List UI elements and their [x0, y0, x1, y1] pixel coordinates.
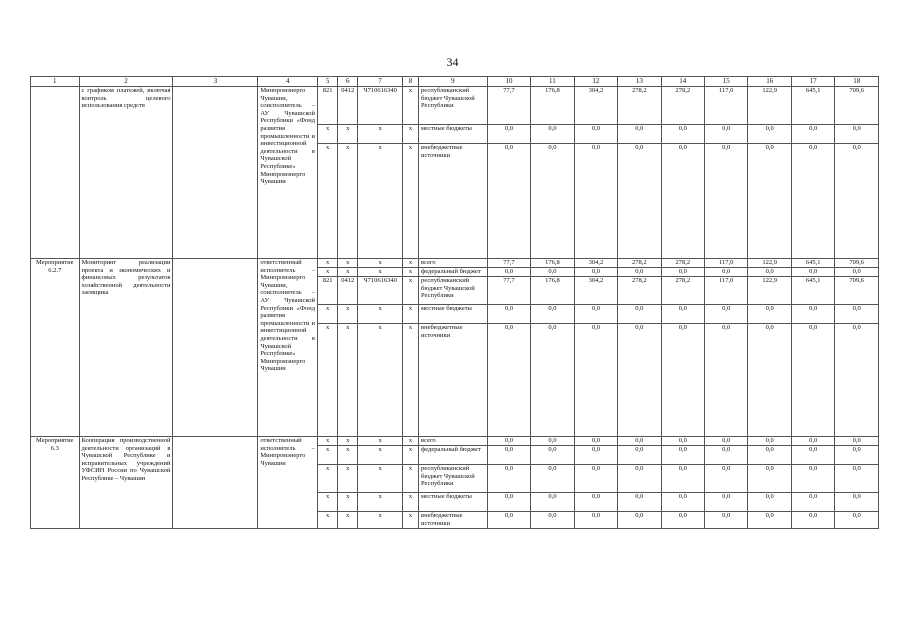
indicator-cell: [173, 259, 258, 437]
amount-cell: 0,0: [661, 305, 704, 324]
amount-cell: 0,0: [487, 144, 530, 259]
amount-cell: 0,0: [574, 144, 617, 259]
executor-cell: ответственный исполнитель – Минпромэнерго Чувашии: [258, 437, 318, 529]
header-cell: 9: [419, 77, 488, 87]
target-article-cell: х: [358, 324, 402, 437]
amount-cell: 0,0: [574, 493, 617, 512]
amount-cell: 0,0: [748, 465, 791, 493]
header-cell: 8: [402, 77, 418, 87]
amount-cell: 0,0: [705, 465, 748, 493]
expense-type-cell: х: [402, 437, 418, 446]
amount-cell: 0,0: [661, 437, 704, 446]
amount-cell: 0,0: [531, 493, 574, 512]
funding-source-cell: республиканский бюджет Чувашской Республики: [419, 87, 488, 125]
section-code-cell: х: [338, 437, 358, 446]
amount-cell: 0,0: [661, 144, 704, 259]
event-name-cell: с графиком платежей, включая контроль целевого использования средств: [79, 87, 173, 259]
grbs-code-cell: х: [318, 437, 338, 446]
amount-cell: 0,0: [487, 125, 530, 144]
header-cell: 2: [79, 77, 173, 87]
amount-cell: 0,0: [835, 305, 879, 324]
amount-cell: 0,0: [791, 493, 834, 512]
funding-source-cell: местные бюджеты: [419, 305, 488, 324]
amount-cell: 0,0: [748, 437, 791, 446]
amount-cell: 0,0: [791, 465, 834, 493]
amount-cell: 0,0: [835, 125, 879, 144]
amount-cell: 0,0: [574, 125, 617, 144]
amount-cell: 0,0: [661, 125, 704, 144]
amount-cell: 77,7: [487, 259, 530, 268]
section-code-cell: х: [338, 493, 358, 512]
amount-cell: 0,0: [705, 144, 748, 259]
header-cell: 6: [338, 77, 358, 87]
amount-cell: 117,0: [705, 87, 748, 125]
amount-cell: 0,0: [791, 324, 834, 437]
amount-cell: 0,0: [618, 125, 661, 144]
target-article-cell: х: [358, 493, 402, 512]
expense-type-cell: х: [402, 324, 418, 437]
amount-cell: 0,0: [791, 125, 834, 144]
amount-cell: 0,0: [618, 305, 661, 324]
grbs-code-cell: х: [318, 324, 338, 437]
amount-cell: 0,0: [705, 125, 748, 144]
target-article-cell: х: [358, 268, 402, 277]
amount-cell: 122,9: [748, 259, 791, 268]
section-code-cell: х: [338, 268, 358, 277]
event-number-cell: Мероприятие 6.2.7: [31, 259, 80, 437]
grbs-code-cell: х: [318, 259, 338, 268]
amount-cell: 0,0: [618, 144, 661, 259]
section-code-cell: х: [338, 125, 358, 144]
header-cell: 11: [531, 77, 574, 87]
amount-cell: 176,8: [531, 277, 574, 305]
section-code-cell: х: [338, 144, 358, 259]
amount-cell: 0,0: [618, 324, 661, 437]
amount-cell: 0,0: [791, 437, 834, 446]
amount-cell: 0,0: [748, 512, 791, 529]
expense-type-cell: х: [402, 268, 418, 277]
funding-source-cell: внебюджетные источники: [419, 324, 488, 437]
amount-cell: 0,0: [661, 446, 704, 465]
amount-cell: 0,0: [748, 144, 791, 259]
header-cell: 12: [574, 77, 617, 87]
expense-type-cell: х: [402, 144, 418, 259]
section-code-cell: х: [338, 512, 358, 529]
amount-cell: 0,0: [487, 324, 530, 437]
amount-cell: 0,0: [661, 512, 704, 529]
amount-cell: 122,9: [748, 277, 791, 305]
section-code-cell: 0412: [338, 87, 358, 125]
amount-cell: 0,0: [748, 125, 791, 144]
amount-cell: 0,0: [791, 268, 834, 277]
amount-cell: 0,0: [618, 465, 661, 493]
target-article-cell: х: [358, 125, 402, 144]
executor-cell: ответственный исполнитель – Минпромэнерго Чувашии, соисполнитель – АУ Чувашской Республики «Фонд развития промышленности и инвестиционной деятельности в Чувашской Республике» Минпромэнерго Чувашии: [258, 259, 318, 437]
grbs-code-cell: х: [318, 305, 338, 324]
section-code-cell: х: [338, 465, 358, 493]
funding-source-cell: местные бюджеты: [419, 125, 488, 144]
header-cell: 13: [618, 77, 661, 87]
amount-cell: 0,0: [705, 446, 748, 465]
header-cell: 10: [487, 77, 530, 87]
amount-cell: 0,0: [661, 493, 704, 512]
header-cell: 3: [173, 77, 258, 87]
amount-cell: 0,0: [835, 512, 879, 529]
target-article-cell: х: [358, 465, 402, 493]
amount-cell: 176,8: [531, 259, 574, 268]
header-cell: 1: [31, 77, 80, 87]
table-row: [31, 87, 879, 125]
amount-cell: 0,0: [618, 437, 661, 446]
amount-cell: 0,0: [618, 493, 661, 512]
amount-cell: 0,0: [791, 446, 834, 465]
amount-cell: 117,0: [705, 277, 748, 305]
section-code-cell: х: [338, 446, 358, 465]
amount-cell: 176,8: [531, 87, 574, 125]
amount-cell: 0,0: [705, 512, 748, 529]
amount-cell: 0,0: [487, 465, 530, 493]
amount-cell: 0,0: [661, 268, 704, 277]
amount-cell: 0,0: [531, 446, 574, 465]
amount-cell: 0,0: [791, 305, 834, 324]
amount-cell: 0,0: [618, 446, 661, 465]
amount-cell: 0,0: [531, 125, 574, 144]
target-article-cell: Ч710616340: [358, 87, 402, 125]
header-cell: 7: [358, 77, 402, 87]
amount-cell: 0,0: [835, 268, 879, 277]
amount-cell: 0,0: [748, 446, 791, 465]
section-code-cell: х: [338, 324, 358, 437]
amount-cell: 0,0: [574, 305, 617, 324]
amount-cell: 0,0: [661, 465, 704, 493]
funding-source-cell: внебюджетные источники: [419, 512, 488, 529]
table-row: [31, 437, 879, 446]
grbs-code-cell: 821: [318, 277, 338, 305]
amount-cell: 0,0: [705, 268, 748, 277]
amount-cell: 0,0: [531, 305, 574, 324]
event-name-cell: Мониторинг реализации проекта и экономических и финансовых результатов хозяйственной деятельности заемщика: [79, 259, 173, 437]
target-article-cell: х: [358, 446, 402, 465]
amount-cell: 278,2: [661, 87, 704, 125]
header-row: [31, 77, 879, 87]
page-number: 34: [446, 55, 459, 69]
amount-cell: 77,7: [487, 87, 530, 125]
amount-cell: 0,0: [835, 493, 879, 512]
amount-cell: 645,1: [791, 259, 834, 268]
amount-cell: 278,2: [618, 87, 661, 125]
expense-type-cell: х: [402, 465, 418, 493]
amount-cell: 278,2: [661, 259, 704, 268]
amount-cell: 0,0: [748, 324, 791, 437]
amount-cell: 0,0: [574, 437, 617, 446]
program-table: [30, 76, 879, 529]
indicator-cell: [173, 87, 258, 259]
amount-cell: 0,0: [574, 512, 617, 529]
target-article-cell: Ч710616340: [358, 277, 402, 305]
amount-cell: 0,0: [791, 512, 834, 529]
amount-cell: 0,0: [705, 437, 748, 446]
expense-type-cell: х: [402, 493, 418, 512]
funding-source-cell: всего: [419, 437, 488, 446]
amount-cell: 0,0: [835, 324, 879, 437]
amount-cell: 645,1: [791, 87, 834, 125]
amount-cell: 0,0: [487, 437, 530, 446]
amount-cell: 0,0: [574, 268, 617, 277]
amount-cell: 0,0: [705, 324, 748, 437]
grbs-code-cell: х: [318, 446, 338, 465]
target-article-cell: х: [358, 512, 402, 529]
amount-cell: 0,0: [531, 512, 574, 529]
amount-cell: 0,0: [748, 493, 791, 512]
amount-cell: 0,0: [487, 268, 530, 277]
funding-source-cell: местные бюджеты: [419, 493, 488, 512]
amount-cell: 709,6: [835, 87, 879, 125]
event-name-cell: Кооперация производственной деятельности организаций в Чувашской Республике и исправительных учреждений УФСИН России по Чувашской Республике – Чувашии: [79, 437, 173, 529]
target-article-cell: х: [358, 437, 402, 446]
amount-cell: 0,0: [705, 493, 748, 512]
amount-cell: 709,6: [835, 259, 879, 268]
amount-cell: 0,0: [531, 324, 574, 437]
amount-cell: 0,0: [618, 268, 661, 277]
amount-cell: 117,0: [705, 259, 748, 268]
grbs-code-cell: х: [318, 144, 338, 259]
amount-cell: 645,1: [791, 277, 834, 305]
amount-cell: 0,0: [835, 446, 879, 465]
grbs-code-cell: х: [318, 465, 338, 493]
grbs-code-cell: х: [318, 125, 338, 144]
amount-cell: 0,0: [531, 268, 574, 277]
amount-cell: 0,0: [748, 268, 791, 277]
header-cell: 14: [661, 77, 704, 87]
amount-cell: 0,0: [487, 446, 530, 465]
amount-cell: 709,6: [835, 277, 879, 305]
amount-cell: 0,0: [574, 446, 617, 465]
expense-type-cell: х: [402, 277, 418, 305]
section-code-cell: 0412: [338, 277, 358, 305]
expense-type-cell: х: [402, 125, 418, 144]
amount-cell: 0,0: [791, 144, 834, 259]
funding-source-cell: федеральный бюджет: [419, 446, 488, 465]
header-cell: 18: [835, 77, 879, 87]
amount-cell: 304,2: [574, 87, 617, 125]
amount-cell: 77,7: [487, 277, 530, 305]
funding-source-cell: республиканский бюджет Чувашской Республики: [419, 465, 488, 493]
amount-cell: 0,0: [618, 512, 661, 529]
header-cell: 4: [258, 77, 318, 87]
header-cell: 16: [748, 77, 791, 87]
grbs-code-cell: 821: [318, 87, 338, 125]
event-number-cell: [31, 87, 80, 259]
amount-cell: 0,0: [574, 324, 617, 437]
amount-cell: 0,0: [835, 144, 879, 259]
amount-cell: 278,2: [618, 259, 661, 268]
executor-cell: Минпромэнерго Чувашии, соисполнитель – АУ Чувашской Республики «Фонд развития промышленности и инвестиционной деятельности в Чувашской Республике» Минпромэнерго Чувашии: [258, 87, 318, 259]
grbs-code-cell: х: [318, 493, 338, 512]
target-article-cell: х: [358, 144, 402, 259]
amount-cell: 0,0: [661, 324, 704, 437]
target-article-cell: х: [358, 305, 402, 324]
expense-type-cell: х: [402, 512, 418, 529]
amount-cell: 0,0: [835, 465, 879, 493]
funding-source-cell: всего: [419, 259, 488, 268]
amount-cell: 0,0: [487, 305, 530, 324]
amount-cell: 278,2: [618, 277, 661, 305]
expense-type-cell: х: [402, 87, 418, 125]
table-row: [31, 259, 879, 268]
grbs-code-cell: х: [318, 512, 338, 529]
amount-cell: 0,0: [487, 512, 530, 529]
funding-source-cell: республиканский бюджет Чувашской Республики: [419, 277, 488, 305]
target-article-cell: х: [358, 259, 402, 268]
amount-cell: 0,0: [835, 437, 879, 446]
amount-cell: 0,0: [487, 493, 530, 512]
expense-type-cell: х: [402, 305, 418, 324]
amount-cell: 0,0: [531, 437, 574, 446]
amount-cell: 0,0: [531, 144, 574, 259]
expense-type-cell: х: [402, 259, 418, 268]
funding-source-cell: федеральный бюджет: [419, 268, 488, 277]
section-code-cell: х: [338, 259, 358, 268]
amount-cell: 0,0: [574, 465, 617, 493]
header-cell: 17: [791, 77, 834, 87]
event-number-cell: Мероприятие 6.3: [31, 437, 80, 529]
amount-cell: 0,0: [748, 305, 791, 324]
amount-cell: 0,0: [705, 305, 748, 324]
grbs-code-cell: х: [318, 268, 338, 277]
amount-cell: 304,2: [574, 277, 617, 305]
section-code-cell: х: [338, 305, 358, 324]
amount-cell: 122,9: [748, 87, 791, 125]
indicator-cell: [173, 437, 258, 529]
expense-type-cell: х: [402, 446, 418, 465]
amount-cell: 304,2: [574, 259, 617, 268]
header-cell: 15: [705, 77, 748, 87]
funding-source-cell: внебюджетные источники: [419, 144, 488, 259]
header-cell: 5: [318, 77, 338, 87]
amount-cell: 0,0: [531, 465, 574, 493]
amount-cell: 278,2: [661, 277, 704, 305]
